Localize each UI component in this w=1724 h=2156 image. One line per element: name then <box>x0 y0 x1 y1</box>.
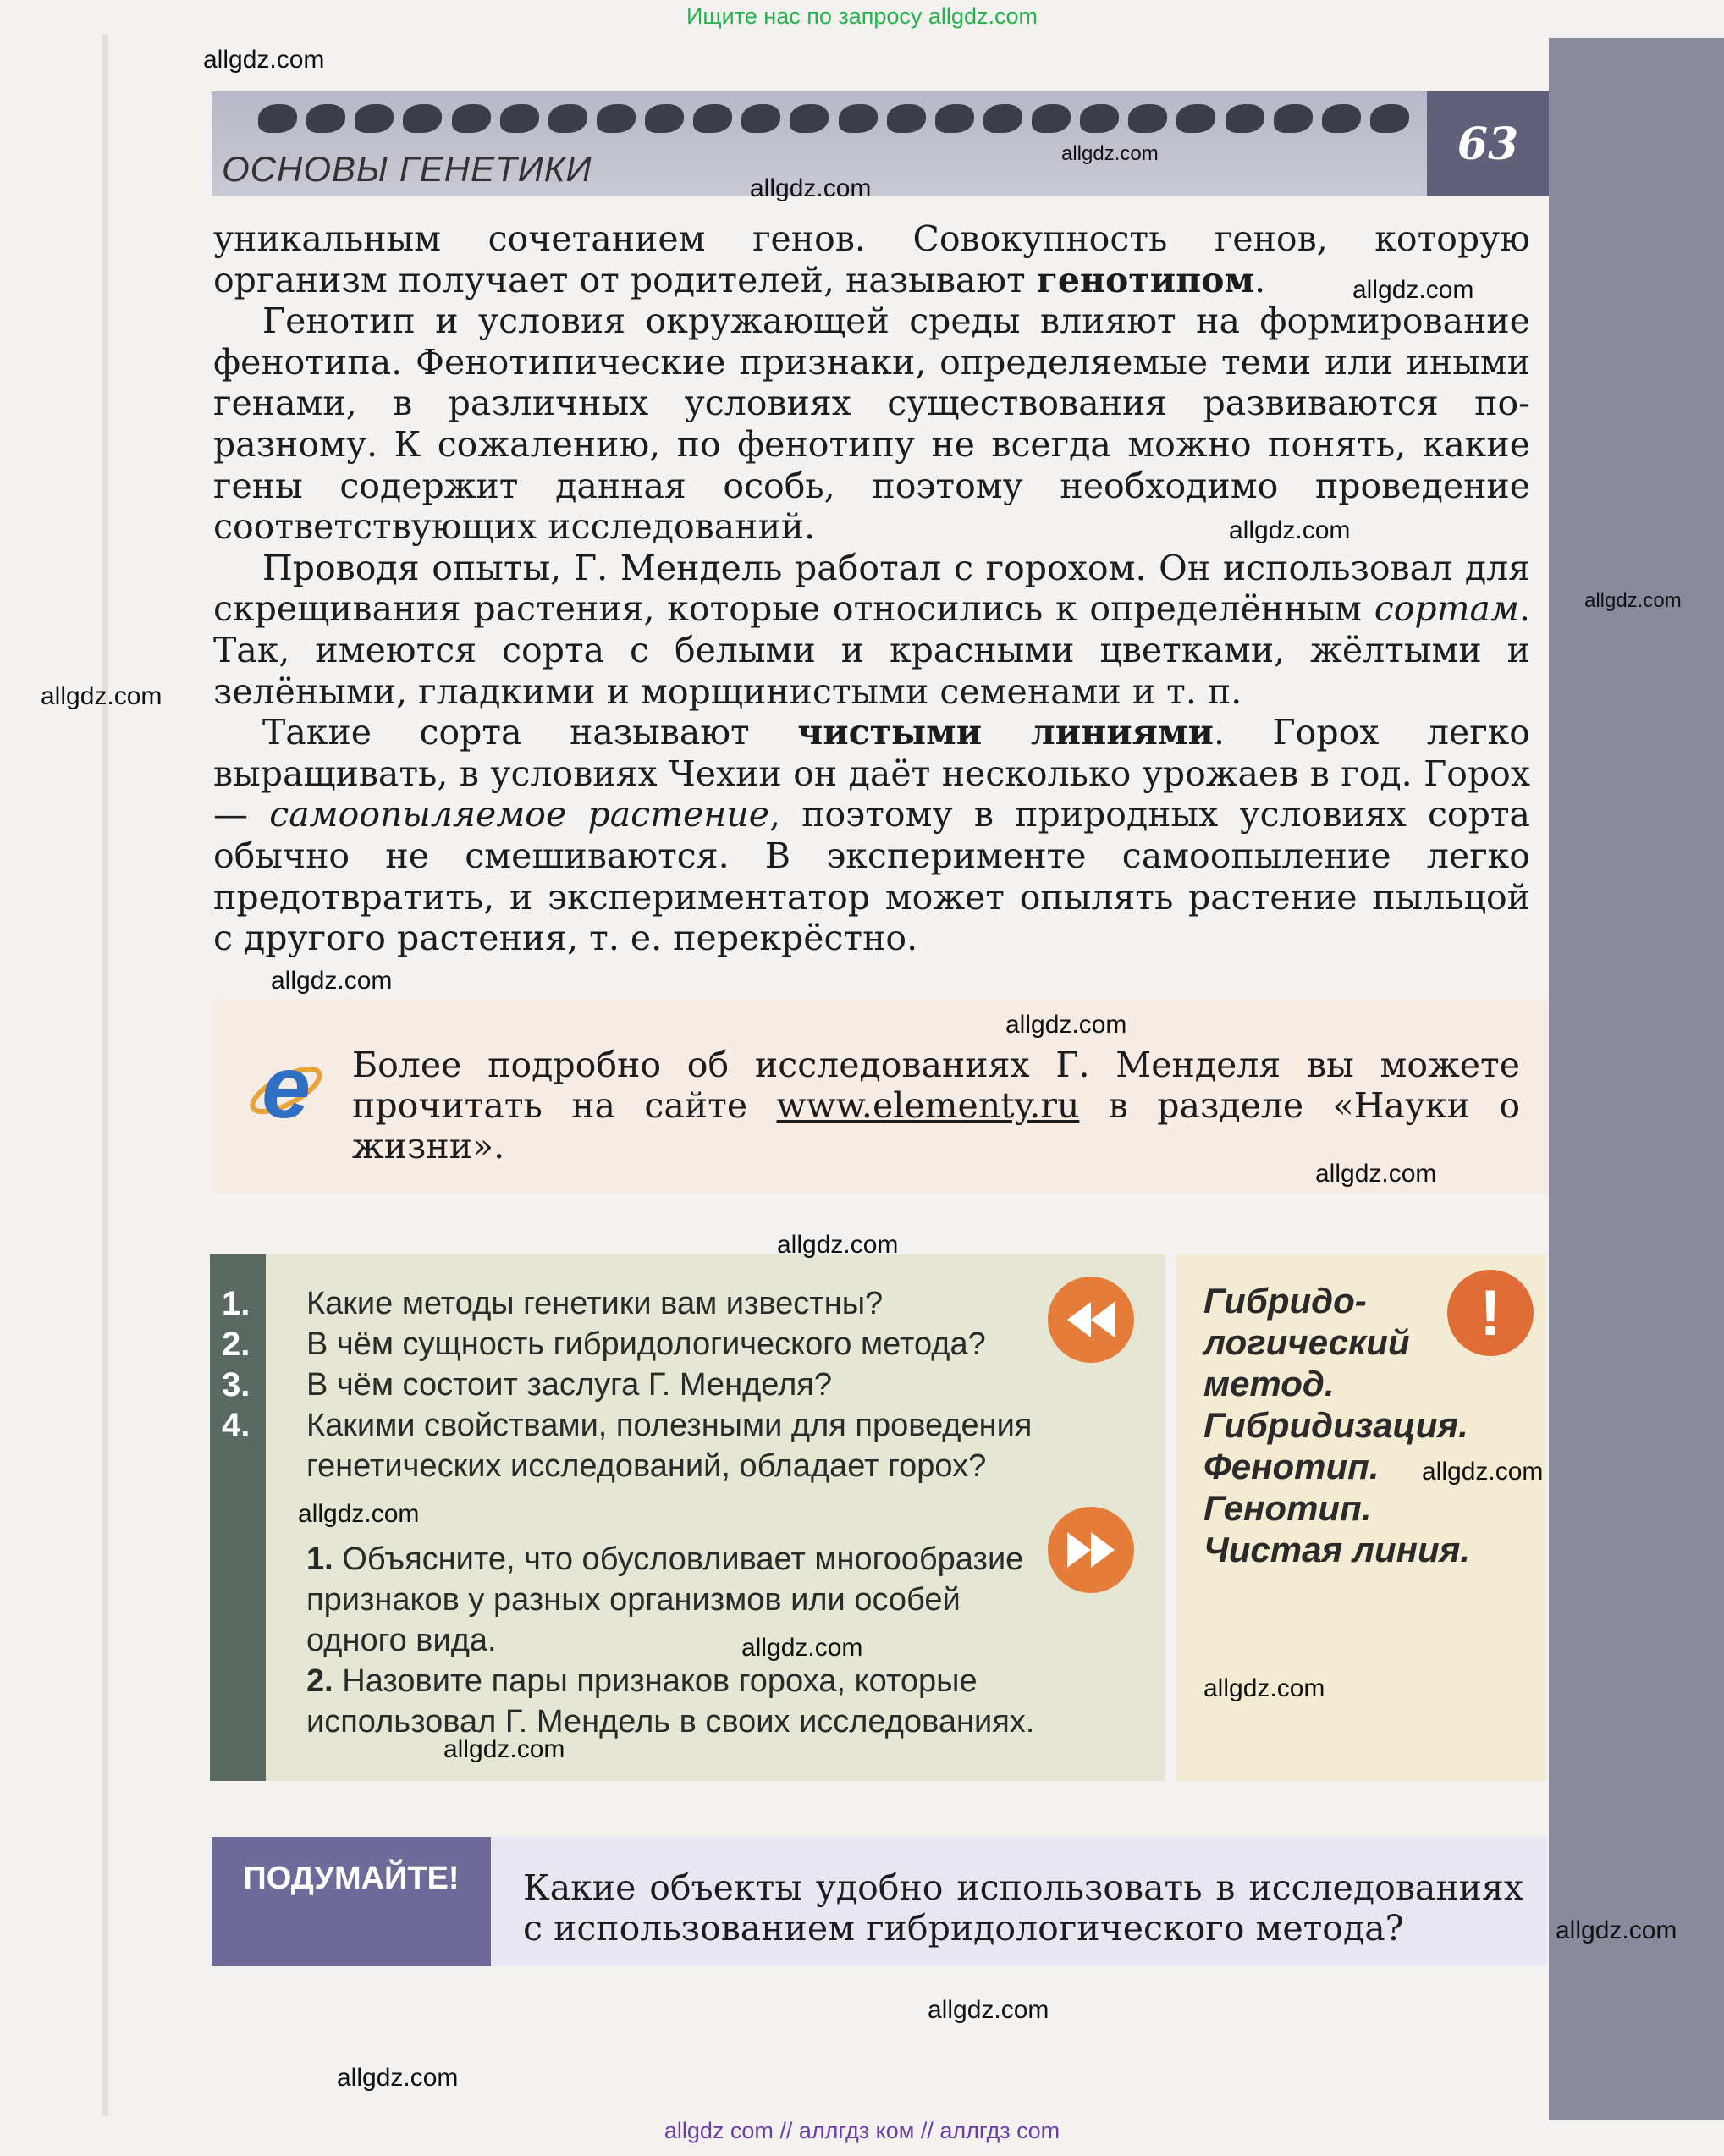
animal-silhouettes-strip <box>258 95 1409 142</box>
animal-icon <box>597 104 636 133</box>
extra-task <box>306 1661 1153 1742</box>
internet-explorer-icon <box>244 1039 328 1133</box>
key-term-line: Чистая линия. <box>1203 1530 1471 1569</box>
extra-task-number: 1. <box>306 1541 333 1577</box>
fast-forward-icon <box>1048 1507 1134 1593</box>
question-number: 2. <box>222 1326 251 1363</box>
term-genotype: генотипом <box>1036 259 1255 301</box>
section-title: ОСНОВЫ ГЕНЕТИКИ <box>222 149 592 189</box>
paragraph <box>213 712 1530 959</box>
animal-icon <box>1226 104 1264 133</box>
top-banner: Ищите нас по запросу allgdz.com <box>686 3 1038 29</box>
think-label: ПОДУМАЙТЕ! <box>212 1837 491 1966</box>
extra-task <box>306 1539 1034 1661</box>
animal-icon <box>1274 104 1313 133</box>
main-text <box>213 218 1530 959</box>
exclamation-icon: ! <box>1447 1270 1534 1356</box>
key-term-line: метод. <box>1203 1364 1335 1403</box>
extra-task-number: 2. <box>306 1663 333 1699</box>
watermark: allgdz.com <box>1422 1458 1544 1486</box>
animal-icon <box>790 104 829 133</box>
term-sorts: сортам <box>1374 588 1519 630</box>
text-run: уникальным сочетанием генов. Совокупность генов, которую организм получает от родителей, называют <box>213 218 1530 301</box>
term-self-pollinating: самоопыляемое растение <box>269 794 769 835</box>
animal-icon <box>258 104 297 133</box>
key-term-line: Фенотип. <box>1203 1447 1380 1486</box>
watermark: allgdz.com <box>1061 142 1159 165</box>
animal-icon <box>1128 104 1167 133</box>
animal-icon <box>1322 104 1361 133</box>
key-term-line: Гибридизация. <box>1203 1405 1468 1445</box>
bottom-banner: allgdz com // аллгдз ком // аллгдз com <box>664 2118 1060 2143</box>
watermark: allgdz.com <box>928 1996 1049 2024</box>
question-number: 3. <box>222 1366 251 1403</box>
animal-icon <box>1032 104 1071 133</box>
text-run: . Горох легко выращивать, в условиях Чехии он даёт несколько урожаев в год. Горох — <box>213 712 1530 835</box>
watermark: allgdz.com <box>741 1634 863 1662</box>
animal-icon <box>548 104 587 133</box>
paragraph: Генотип и условия окружающей среды влияют на формирование фенотипа. Фенотипические признаки, определяемые теми или иными генами, в различных условиях существования развиваются по-разному. К сожалению, по фенотипу не всегда можно понять, какие гены содержит данная особь, поэтому необходимо проведение соответствующих исследований. <box>213 301 1530 548</box>
question-number: 1. <box>222 1285 251 1322</box>
watermark: allgdz.com <box>1584 589 1682 612</box>
text-run: , поэтому в природных условиях сорта обычно не смешиваются. В эксперименте самоопыление легко предотвратить, и экспериментатор может опылять растение пыльцой с другого растения, т. е. перекрёстно. <box>213 794 1530 959</box>
term-pure-lines: чистыми линиями <box>797 712 1214 753</box>
animal-icon <box>645 104 684 133</box>
watermark: allgdz.com <box>1005 1011 1127 1039</box>
animal-icon <box>500 104 539 133</box>
animal-icon <box>452 104 491 133</box>
watermark: allgdz.com <box>1315 1160 1437 1188</box>
animal-icon <box>355 104 394 133</box>
extra-task-text: Назовите пары признаков гороха, которые использовал Г. Мендель в своих исследованиях. <box>306 1663 1035 1740</box>
watermark: allgdz.com <box>1203 1674 1325 1702</box>
animal-icon <box>306 104 345 133</box>
question-text: Какие методы генетики вам известны? <box>306 1286 884 1321</box>
watermark: allgdz.com <box>337 2064 459 2092</box>
animal-icon <box>693 104 732 133</box>
text-run: в разделе «Науки о жизни». <box>352 1085 1520 1166</box>
watermark: allgdz.com <box>41 682 162 710</box>
watermark: allgdz.com <box>1352 276 1474 304</box>
key-term-line: Генотип. <box>1203 1488 1372 1528</box>
text-run: . Так, имеются сорта с белыми и красными цветками, жёлтыми и зелёными, гладкими и морщинистыми семенами и т. п. <box>213 588 1530 712</box>
animal-icon <box>1370 104 1409 133</box>
info-text <box>352 1045 1520 1166</box>
animal-icon <box>1176 104 1215 133</box>
question-text: В чём состоит заслуга Г. Менделя? <box>306 1367 833 1403</box>
watermark: allgdz.com <box>443 1735 565 1763</box>
website-link[interactable]: www.elementy.ru <box>776 1085 1080 1126</box>
animal-icon <box>935 104 974 133</box>
text-run: Более подробно об исследованиях Г. Менделя вы можете прочитать на сайте <box>352 1045 1520 1126</box>
page-side-band <box>1549 38 1724 2120</box>
page-edge <box>102 34 108 2116</box>
watermark: allgdz.com <box>203 46 325 74</box>
watermark: allgdz.com <box>271 967 393 995</box>
think-text: Какие объекты удобно использовать в исследованиях с использованием гибридологического метода? <box>523 1867 1523 1949</box>
watermark: allgdz.com <box>298 1500 420 1528</box>
key-term-line: Гибридо- <box>1203 1281 1367 1321</box>
watermark: allgdz.com <box>1556 1916 1677 1944</box>
animal-icon <box>403 104 442 133</box>
watermark: allgdz.com <box>1229 516 1351 544</box>
animal-icon <box>839 104 878 133</box>
animal-icon <box>1080 104 1119 133</box>
watermark: allgdz.com <box>750 174 872 202</box>
animal-icon <box>983 104 1022 133</box>
paragraph <box>213 218 1530 301</box>
animal-icon <box>887 104 926 133</box>
question-text: Какими свойствами, полезными для проведения генетических исследований, обладает горох? <box>306 1408 1033 1484</box>
rewind-icon <box>1048 1277 1134 1363</box>
question-number: 4. <box>222 1407 251 1444</box>
text-run: Проводя опыты, Г. Мендель работал с горохом. Он использовал для скрещивания растения, которые относились к определённым <box>213 547 1530 630</box>
page-number: 63 <box>1427 91 1549 196</box>
text-run: . <box>1254 259 1266 301</box>
paragraph <box>213 548 1530 712</box>
key-term-line: логический <box>1203 1322 1410 1362</box>
svg-text:e: e <box>262 1039 311 1133</box>
text-run: Такие сорта называют <box>262 712 798 753</box>
question-text: В чём сущность гибридологического метода? <box>306 1326 986 1362</box>
extra-task-text: Объясните, что обусловливает многообразие признаков у разных организмов или особей одного вида. <box>306 1541 1024 1658</box>
watermark: allgdz.com <box>777 1231 899 1259</box>
animal-icon <box>741 104 780 133</box>
key-terms <box>1203 1280 1483 1570</box>
